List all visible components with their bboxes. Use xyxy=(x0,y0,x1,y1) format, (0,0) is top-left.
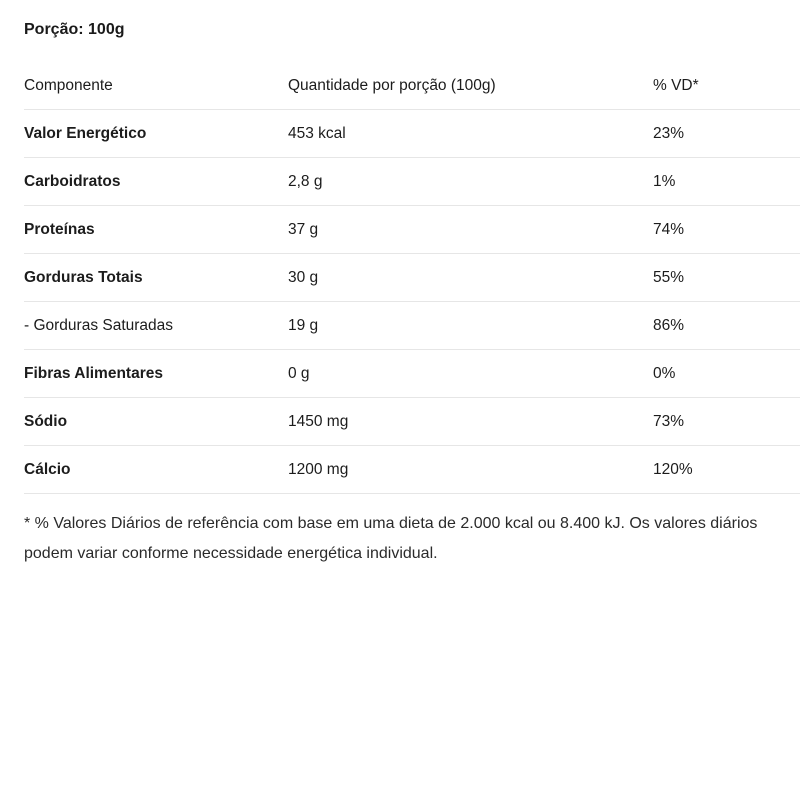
row-component: Carboidratos xyxy=(24,173,121,190)
table-row xyxy=(24,206,800,254)
row-amount: 37 g xyxy=(288,221,319,238)
row-component: Fibras Alimentares xyxy=(24,365,163,382)
row-component: Gorduras Totais xyxy=(24,269,143,286)
header-amount: Quantidade por porção (100g) xyxy=(288,77,496,94)
row-dv: 120% xyxy=(653,461,693,478)
row-amount: 1450 mg xyxy=(288,413,349,430)
row-amount: 19 g xyxy=(288,317,319,334)
row-amount: 2,8 g xyxy=(288,173,323,190)
portion-label: Porção: 100g xyxy=(24,21,125,38)
row-component: Cálcio xyxy=(24,461,71,478)
row-dv: 55% xyxy=(653,269,685,286)
row-component: Valor Energético xyxy=(24,125,147,142)
footnote: * % Valores Diários de referência com base em uma dieta de 2.000 kcal ou 8.400 kJ. Os valores diários podem variar conforme necessidade energética individual. xyxy=(24,515,758,562)
row-amount: 30 g xyxy=(288,269,319,286)
row-amount: 453 kcal xyxy=(288,125,346,142)
table-row xyxy=(24,254,800,302)
table-row xyxy=(24,350,800,398)
table-row xyxy=(24,158,800,206)
table-row xyxy=(24,398,800,446)
table-row xyxy=(24,302,800,350)
row-amount: 0 g xyxy=(288,365,310,382)
row-dv: 74% xyxy=(653,221,685,238)
table-row xyxy=(24,110,800,158)
table-header-row xyxy=(24,62,800,110)
row-component: Proteínas xyxy=(24,221,95,238)
row-dv: 86% xyxy=(653,317,685,334)
header-component: Componente xyxy=(24,77,113,94)
nutrition-table xyxy=(24,62,800,494)
row-component: Sódio xyxy=(24,413,68,430)
table-row xyxy=(24,446,800,494)
row-dv: 73% xyxy=(653,413,685,430)
row-dv: 23% xyxy=(653,125,685,142)
row-dv: 0% xyxy=(653,365,676,382)
row-component: - Gorduras Saturadas xyxy=(24,317,174,334)
row-amount: 1200 mg xyxy=(288,461,349,478)
header-dv: % VD* xyxy=(653,77,699,94)
row-dv: 1% xyxy=(653,173,676,190)
